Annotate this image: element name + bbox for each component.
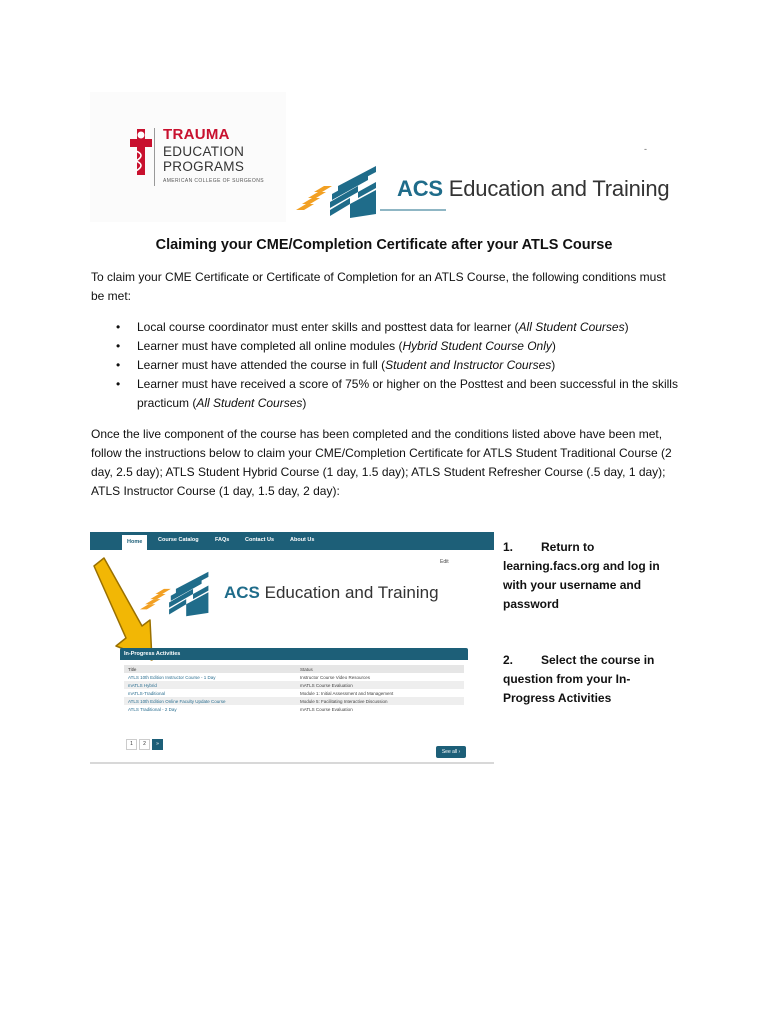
dash-mark: - xyxy=(644,144,647,154)
condition-item: • Learner must have received a score of 75% or higher on the Posttest and been successful in the skills practicum (All Student Courses) xyxy=(91,375,681,413)
step-1-text: Return to learning.facs.org and log in with your username and password xyxy=(503,540,660,611)
page-2-button[interactable]: 2 xyxy=(139,739,150,750)
step-2-text: Select the course in question from your In-Progress Activities xyxy=(503,653,655,705)
activity-title-link[interactable]: mATLS-Traditional xyxy=(128,690,166,696)
activity-title-link[interactable]: ATLS 10th Edition Online Faculty Update Course xyxy=(128,698,226,704)
nav-home[interactable]: Home xyxy=(122,535,147,550)
caduceus-cross-icon xyxy=(128,127,154,177)
nav-contact-us[interactable]: Contact Us xyxy=(245,537,275,543)
table-header-row xyxy=(124,665,464,673)
step-2-number: 2. xyxy=(503,653,514,667)
page-1-button[interactable]: 1 xyxy=(126,739,137,750)
step-2 xyxy=(503,651,673,708)
table-row[interactable] xyxy=(124,681,464,689)
logo-divider xyxy=(154,128,155,186)
activity-status: mATLS Course Evaluation xyxy=(300,682,353,688)
trauma-logo-line4: AMERICAN COLLEGE OF SURGEONS xyxy=(163,178,264,184)
activity-status: mATLS Course Evaluation xyxy=(300,706,353,712)
condition-item: • Learner must have completed all online modules (Hybrid Student Course Only) xyxy=(91,337,681,356)
activity-status: Instructor Course Video Resources xyxy=(300,674,370,680)
activity-title-link[interactable]: ATLS Traditional - 2 Day xyxy=(128,706,177,712)
edit-link[interactable]: Edit xyxy=(440,559,449,565)
screenshot-acs-text: ACS Education and Training xyxy=(224,583,439,602)
table-row[interactable] xyxy=(124,705,464,713)
table-row[interactable] xyxy=(124,697,464,705)
document-title: Claiming your CME/Completion Certificate after your ATLS Course xyxy=(155,237,613,253)
nav-course-catalog[interactable]: Course Catalog xyxy=(158,537,199,543)
activity-status: Module 5: Facilitating Interactive Discussion xyxy=(300,698,388,704)
in-progress-table xyxy=(124,665,464,713)
screenshot-nav-bar xyxy=(90,532,494,550)
step-1-number: 1. xyxy=(503,540,514,554)
table-row[interactable] xyxy=(124,673,464,681)
intro-paragraph: To claim your CME Certificate or Certificate of Completion for an ATLS Course, the following conditions must be met: xyxy=(91,270,666,303)
table-row[interactable] xyxy=(124,689,464,697)
in-progress-header xyxy=(120,648,468,660)
next-page-button[interactable]: » xyxy=(152,739,163,750)
trauma-logo-line2: EDUCATION xyxy=(163,144,245,159)
activity-title-link[interactable]: mATLS Hybrid xyxy=(128,682,157,688)
trauma-logo-line3: PROGRAMS xyxy=(163,159,245,174)
activity-title-link[interactable]: ATLS 10th Edition Instructor Course - 1 Day xyxy=(128,674,216,680)
see-all-button[interactable]: See all › xyxy=(436,746,466,758)
condition-item: • Learner must have attended the course in full (Student and Instructor Courses) xyxy=(91,356,681,375)
activity-status: Module 1: Initial Assessment and Management xyxy=(300,690,394,696)
instructions-paragraph: Once the live component of the course has been completed and the conditions listed above have been met, follow the instructions below to claim your CME/Completion Certificate for ATLS Student Traditional Course (2 day, 2.5 day); ATLS Student Hybrid Course (1 day, 1.5 day); ATLS Student Refresher Course (.5 day, 1 day); ATLS Instructor Course (1 day, 1.5 day, 2 day): xyxy=(91,427,672,498)
step-1 xyxy=(503,538,673,614)
nav-faqs[interactable]: FAQs xyxy=(215,537,230,543)
in-progress-title: In-Progress Activities xyxy=(124,651,181,657)
nav-about-us[interactable]: About Us xyxy=(290,537,315,543)
acs-tagline: Education and Training xyxy=(442,176,670,201)
website-screenshot xyxy=(90,532,494,764)
acs-acronym: ACS xyxy=(397,176,443,201)
pagination xyxy=(126,732,165,747)
acs-logo-text xyxy=(397,176,669,202)
column-title: Title xyxy=(128,666,137,672)
condition-item: • Local course coordinator must enter skills and posttest data for learner (All Student Courses) xyxy=(91,318,681,337)
conditions-list xyxy=(91,318,681,413)
trauma-logo-line1: TRAUMA xyxy=(163,126,230,143)
column-status: Status xyxy=(300,666,313,672)
